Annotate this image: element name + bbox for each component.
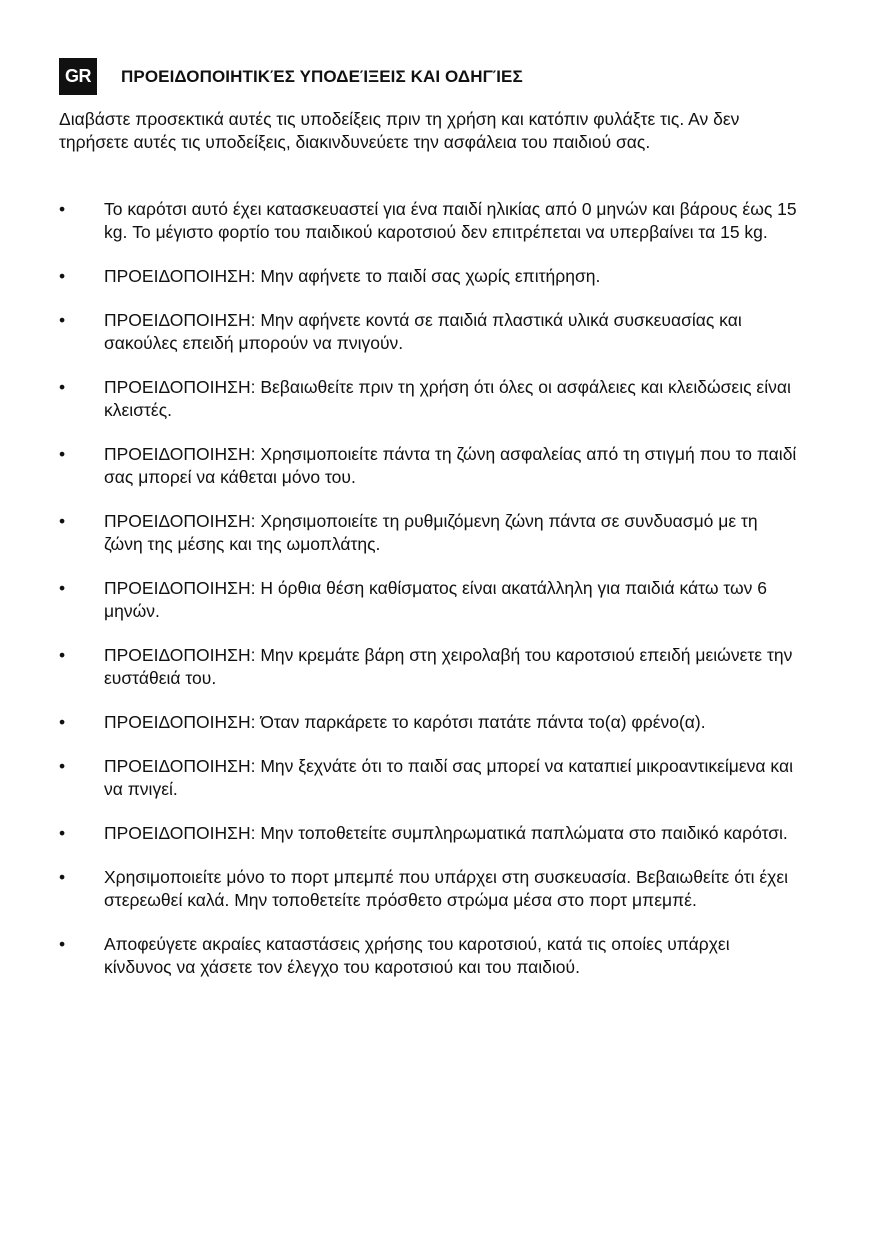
list-item <box>59 933 799 979</box>
list-item <box>59 309 799 355</box>
document-header <box>59 58 523 95</box>
bullet-icon: • <box>59 867 66 887</box>
intro-paragraph: Διαβάστε προσεκτικά αυτές τις υποδείξεις πριν τη χρήση και κατόπιν φυλάξτε τις. Αν δεν τηρήσετε αυτές τις υποδείξεις, διακινδυνεύετε την ασφάλεια του παιδιού σας. <box>59 109 740 152</box>
list-item <box>59 376 799 422</box>
bullet-icon: • <box>59 444 66 464</box>
bullet-icon: • <box>59 511 66 531</box>
list-item <box>59 577 799 623</box>
list-item <box>59 711 799 734</box>
list-item-text: Αποφεύγετε ακραίες καταστάσεις χρήσης του καροτσιού, κατά τις οποίες υπάρχει κίνδυνος να χάσετε τον έλεγχο του καροτσιού και του παιδιού. <box>104 934 730 977</box>
list-item-text: ΠΡΟΕΙΔΟΠΟΙΗΣΗ: Η όρθια θέση καθίσματος είναι ακατάλληλη για παιδιά κάτω των 6 μηνών. <box>104 578 768 621</box>
language-badge: GR <box>59 58 97 95</box>
list-item-text: ΠΡΟΕΙΔΟΠΟΙΗΣΗ: Μην τοποθετείτε συμπληρωματικά παπλώματα στο παιδικό καρότσι. <box>104 823 788 843</box>
list-item-text: ΠΡΟΕΙΔΟΠΟΙΗΣΗ: Χρησιμοποιείτε τη ρυθμιζόμενη ζώνη πάντα σε συνδυασμό με τη ζώνη της μέσης και της ωμοπλάτης. <box>104 511 758 554</box>
list-item <box>59 265 799 288</box>
bullet-icon: • <box>59 310 66 330</box>
bullet-icon: • <box>59 266 66 286</box>
bullet-icon: • <box>59 578 66 598</box>
bullet-icon: • <box>59 823 66 843</box>
list-item-text: Χρησιμοποιείτε μόνο το πορτ μπεμπέ που υπάρχει στη συσκευασία. Βεβαιωθείτε ότι έχει στερεωθεί καλά. Μην τοποθετείτε πρόσθετο στρώμα μέσα στο πορτ μπεμπέ. <box>104 867 789 910</box>
list-item-text: ΠΡΟΕΙΔΟΠΟΙΗΣΗ: Μην αφήνετε το παιδί σας χωρίς επιτήρηση. <box>104 266 601 286</box>
list-item <box>59 866 799 912</box>
list-item <box>59 755 799 801</box>
bullet-icon: • <box>59 645 66 665</box>
warnings-list <box>59 198 799 1000</box>
list-item-text: ΠΡΟΕΙΔΟΠΟΙΗΣΗ: Χρησιμοποιείτε πάντα τη ζώνη ασφαλείας από τη στιγμή που το παιδί σας μπορεί να κάθεται μόνο του. <box>104 444 797 487</box>
bullet-icon: • <box>59 199 66 219</box>
list-item-text: ΠΡΟΕΙΔΟΠΟΙΗΣΗ: Μην κρεμάτε βάρη στη χειρολαβή του καροτσιού επειδή μειώνετε την ευστάθειά του. <box>104 645 793 688</box>
bullet-icon: • <box>59 712 66 732</box>
list-item-text: ΠΡΟΕΙΔΟΠΟΙΗΣΗ: Όταν παρκάρετε το καρότσι πατάτε πάντα το(α) φρένο(α). <box>104 712 706 732</box>
list-item-text: ΠΡΟΕΙΔΟΠΟΙΗΣΗ: Μην ξεχνάτε ότι το παιδί σας μπορεί να καταπιεί μικροαντικείμενα και να πνιγεί. <box>104 756 793 799</box>
list-item <box>59 510 799 556</box>
list-item-text: Το καρότσι αυτό έχει κατασκευαστεί για ένα παιδί ηλικίας από 0 μηνών και βάρους έως 15 kg. Το μέγιστο φορτίο του παιδικού καροτσιού δεν επιτρέπεται να υπερβαίνει τα 15 kg. <box>104 199 797 242</box>
list-item-text: ΠΡΟΕΙΔΟΠΟΙΗΣΗ: Βεβαιωθείτε πριν τη χρήση ότι όλες οι ασφάλειες και κλειδώσεις είναι κλειστές. <box>104 377 791 420</box>
section-title: ΠΡΟΕΙΔΟΠΟΙΗΤΙΚΈΣ ΥΠΟΔΕΊΞΕΙΣ ΚΑΙ ΟΔΗΓΊΕΣ <box>121 66 523 86</box>
list-item-text: ΠΡΟΕΙΔΟΠΟΙΗΣΗ: Μην αφήνετε κοντά σε παιδιά πλαστικά υλικά συσκευασίας και σακούλες επειδή μπορούν να πνιγούν. <box>104 310 742 353</box>
list-item <box>59 644 799 690</box>
list-item <box>59 822 799 845</box>
bullet-icon: • <box>59 377 66 397</box>
bullet-icon: • <box>59 934 66 954</box>
list-item <box>59 198 799 244</box>
bullet-icon: • <box>59 756 66 776</box>
list-item <box>59 443 799 489</box>
